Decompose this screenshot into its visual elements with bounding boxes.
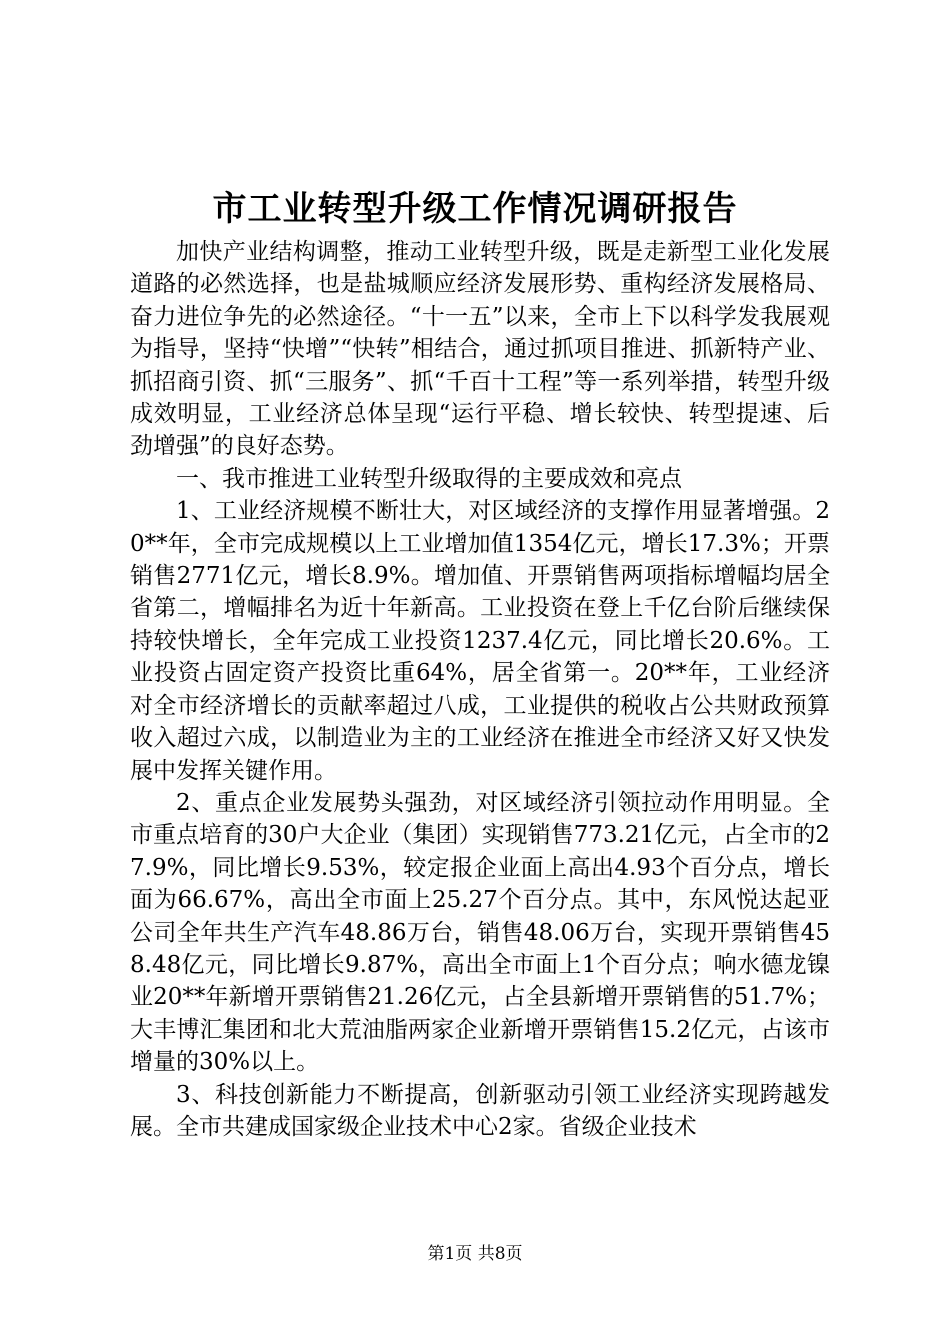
paragraph-3: 3、科技创新能力不断提高，创新驱动引领工业经济实现跨越发展。全市共建成国家级企业技术中心2家。省级企业技术	[130, 1081, 830, 1140]
document-title: 市工业转型升级工作情况调研报告	[212, 189, 738, 229]
paragraph-1: 1、工业经济规模不断壮大，对区域经济的支撑作用显著增强。20**年，全市完成规模以上工业增加值1354亿元，增长17.3%；开票销售2771亿元，增长8.9%。增加值、开票销售两项指标增幅均居全省第二，增幅排名为近十年新高。工业投资在登上千亿台阶后继续保持较快增长，全年完成工业投资1237.4亿元，同比增长20.6%。工业投资占固定资产投资比重64%，居全省第一。20**年，工业经济对全市经济增长的贡献率超过八成，工业提供的税收占公共财政预算收入超过六成，以制造业为主的工业经济在推进全市经济又好又快发展中发挥关键作用。	[130, 498, 830, 784]
section-heading: 一、我市推进工业转型升级取得的主要成效和亮点	[176, 465, 682, 492]
intro-paragraph: 加快产业结构调整，推动工业转型升级，既是走新型工业化发展道路的必然选择，也是盐城顺应经济发展形势、重构经济发展格局、奋力进位争先的必然途径。“十一五”以来，全市上下以科学发我展观为指导，坚持“快增”“快转”相结合，通过抓项目推进、抓新特产业、抓招商引资、抓“三服务”、抓“千百十工程”等一系列举措，转型升级成效明显，工业经济总体呈现“运行平稳、增长较快、转型提速、后劲增强”的良好态势。	[130, 239, 830, 460]
paragraph-2: 2、重点企业发展势头强劲，对区域经济引领拉动作用明显。全市重点培育的30户大企业（集团）实现销售773.21亿元，占全市的27.9%，同比增长9.53%，较定报企业面上高出4.93个百分点，增长面为66.67%，高出全市面上25.27个百分点。其中，东风悦达起亚公司全年共生产汽车48.86万台，销售48.06万台，实现开票销售458.48亿元，同比增长9.87%，高出全市面上1个百分点；响水德龙镍业20**年新增开票销售21.26亿元，占全县新增开票销售的51.7%；大丰博汇集团和北大荒油脂两家企业新增开票销售15.2亿元，占该市增量的30%以上。	[130, 789, 830, 1076]
document-body	[130, 236, 830, 1143]
page-footer: 第1页 共8页	[427, 1244, 523, 1264]
